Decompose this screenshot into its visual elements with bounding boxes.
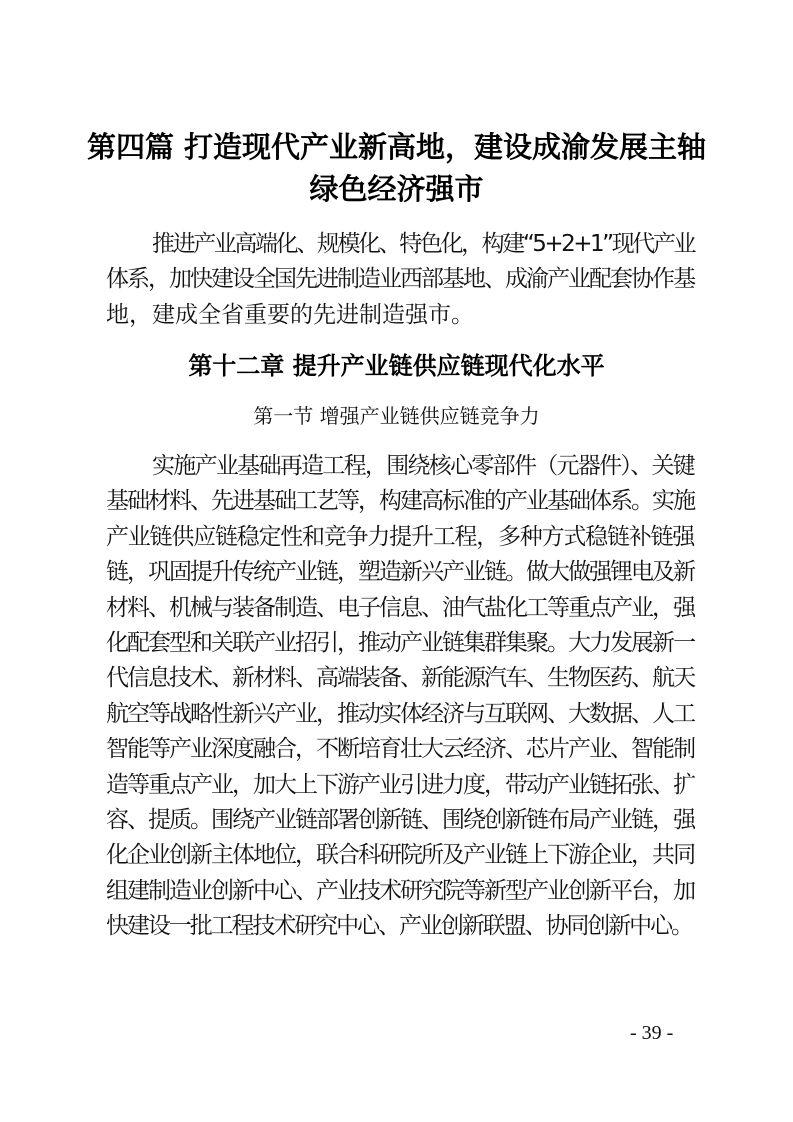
page-number: - 39 -: [630, 1022, 674, 1044]
intro-line: 推进产业高端化、规模化、特色化，构建“5+2+1”现代产业: [152, 231, 694, 257]
body-paragraph: [106, 449, 694, 944]
body-line: 容、提质。围绕产业链部署创新链、围绕创新链布局产业链，强: [106, 806, 694, 833]
body-line: 快建设一批工程技术研究中心、产业创新联盟、协同创新中心。: [106, 913, 692, 940]
body-line: 造等重点产业，加大上下游产业引进力度，带动产业链拓张、扩: [106, 771, 694, 798]
section-title: 第一节 增强产业链供应链竞争力: [253, 404, 540, 428]
intro-paragraph: [106, 227, 694, 333]
body-line: 代信息技术、新材料、高端装备、新能源汽车、生物医药、航天: [106, 665, 694, 692]
body-line: 材料、机械与装备制造、电子信息、油气盐化工等重点产业，强: [106, 594, 694, 621]
body-line: 产业链供应链稳定性和竞争力提升工程，多种方式稳链补链强: [106, 523, 694, 550]
intro-line: 地，建成全省重要的先进制造强市。: [106, 301, 474, 328]
body-line: 实施产业基础再造工程，围绕核心零部件（元器件）、关键: [152, 453, 694, 479]
part-title: [60, 126, 733, 210]
body-line: 化配套型和关联产业招引，推动产业链集群集聚。大力发展新一: [106, 629, 694, 656]
chapter-title: 第十二章 提升产业链供应链现代化水平: [188, 352, 605, 380]
body-line: 航空等战略性新兴产业，推动实体经济与互联网、大数据、人工: [106, 700, 694, 727]
body-line: 链，巩固提升传统产业链，塑造新兴产业链。做大做强锂电及新: [106, 559, 694, 586]
body-line: 智能等产业深度融合，不断培育壮大云经济、芯片产业、智能制: [106, 736, 694, 763]
body-line: 组建制造业创新中心、产业技术研究院等新型产业创新平台，加: [106, 877, 694, 904]
part-title-line-2: 绿色经济强市: [309, 172, 484, 206]
part-title-line-1: 第四篇 打造现代产业新高地，建设成渝发展主轴: [86, 130, 707, 164]
body-line: 化企业创新主体地位，联合科研院所及产业链上下游企业，共同: [106, 842, 694, 869]
intro-line: 体系，加快建设全国先进制造业西部基地、成渝产业配套协作基: [106, 266, 694, 293]
body-line: 基础材料、先进基础工艺等，构建高标准的产业基础体系。实施: [106, 488, 694, 515]
